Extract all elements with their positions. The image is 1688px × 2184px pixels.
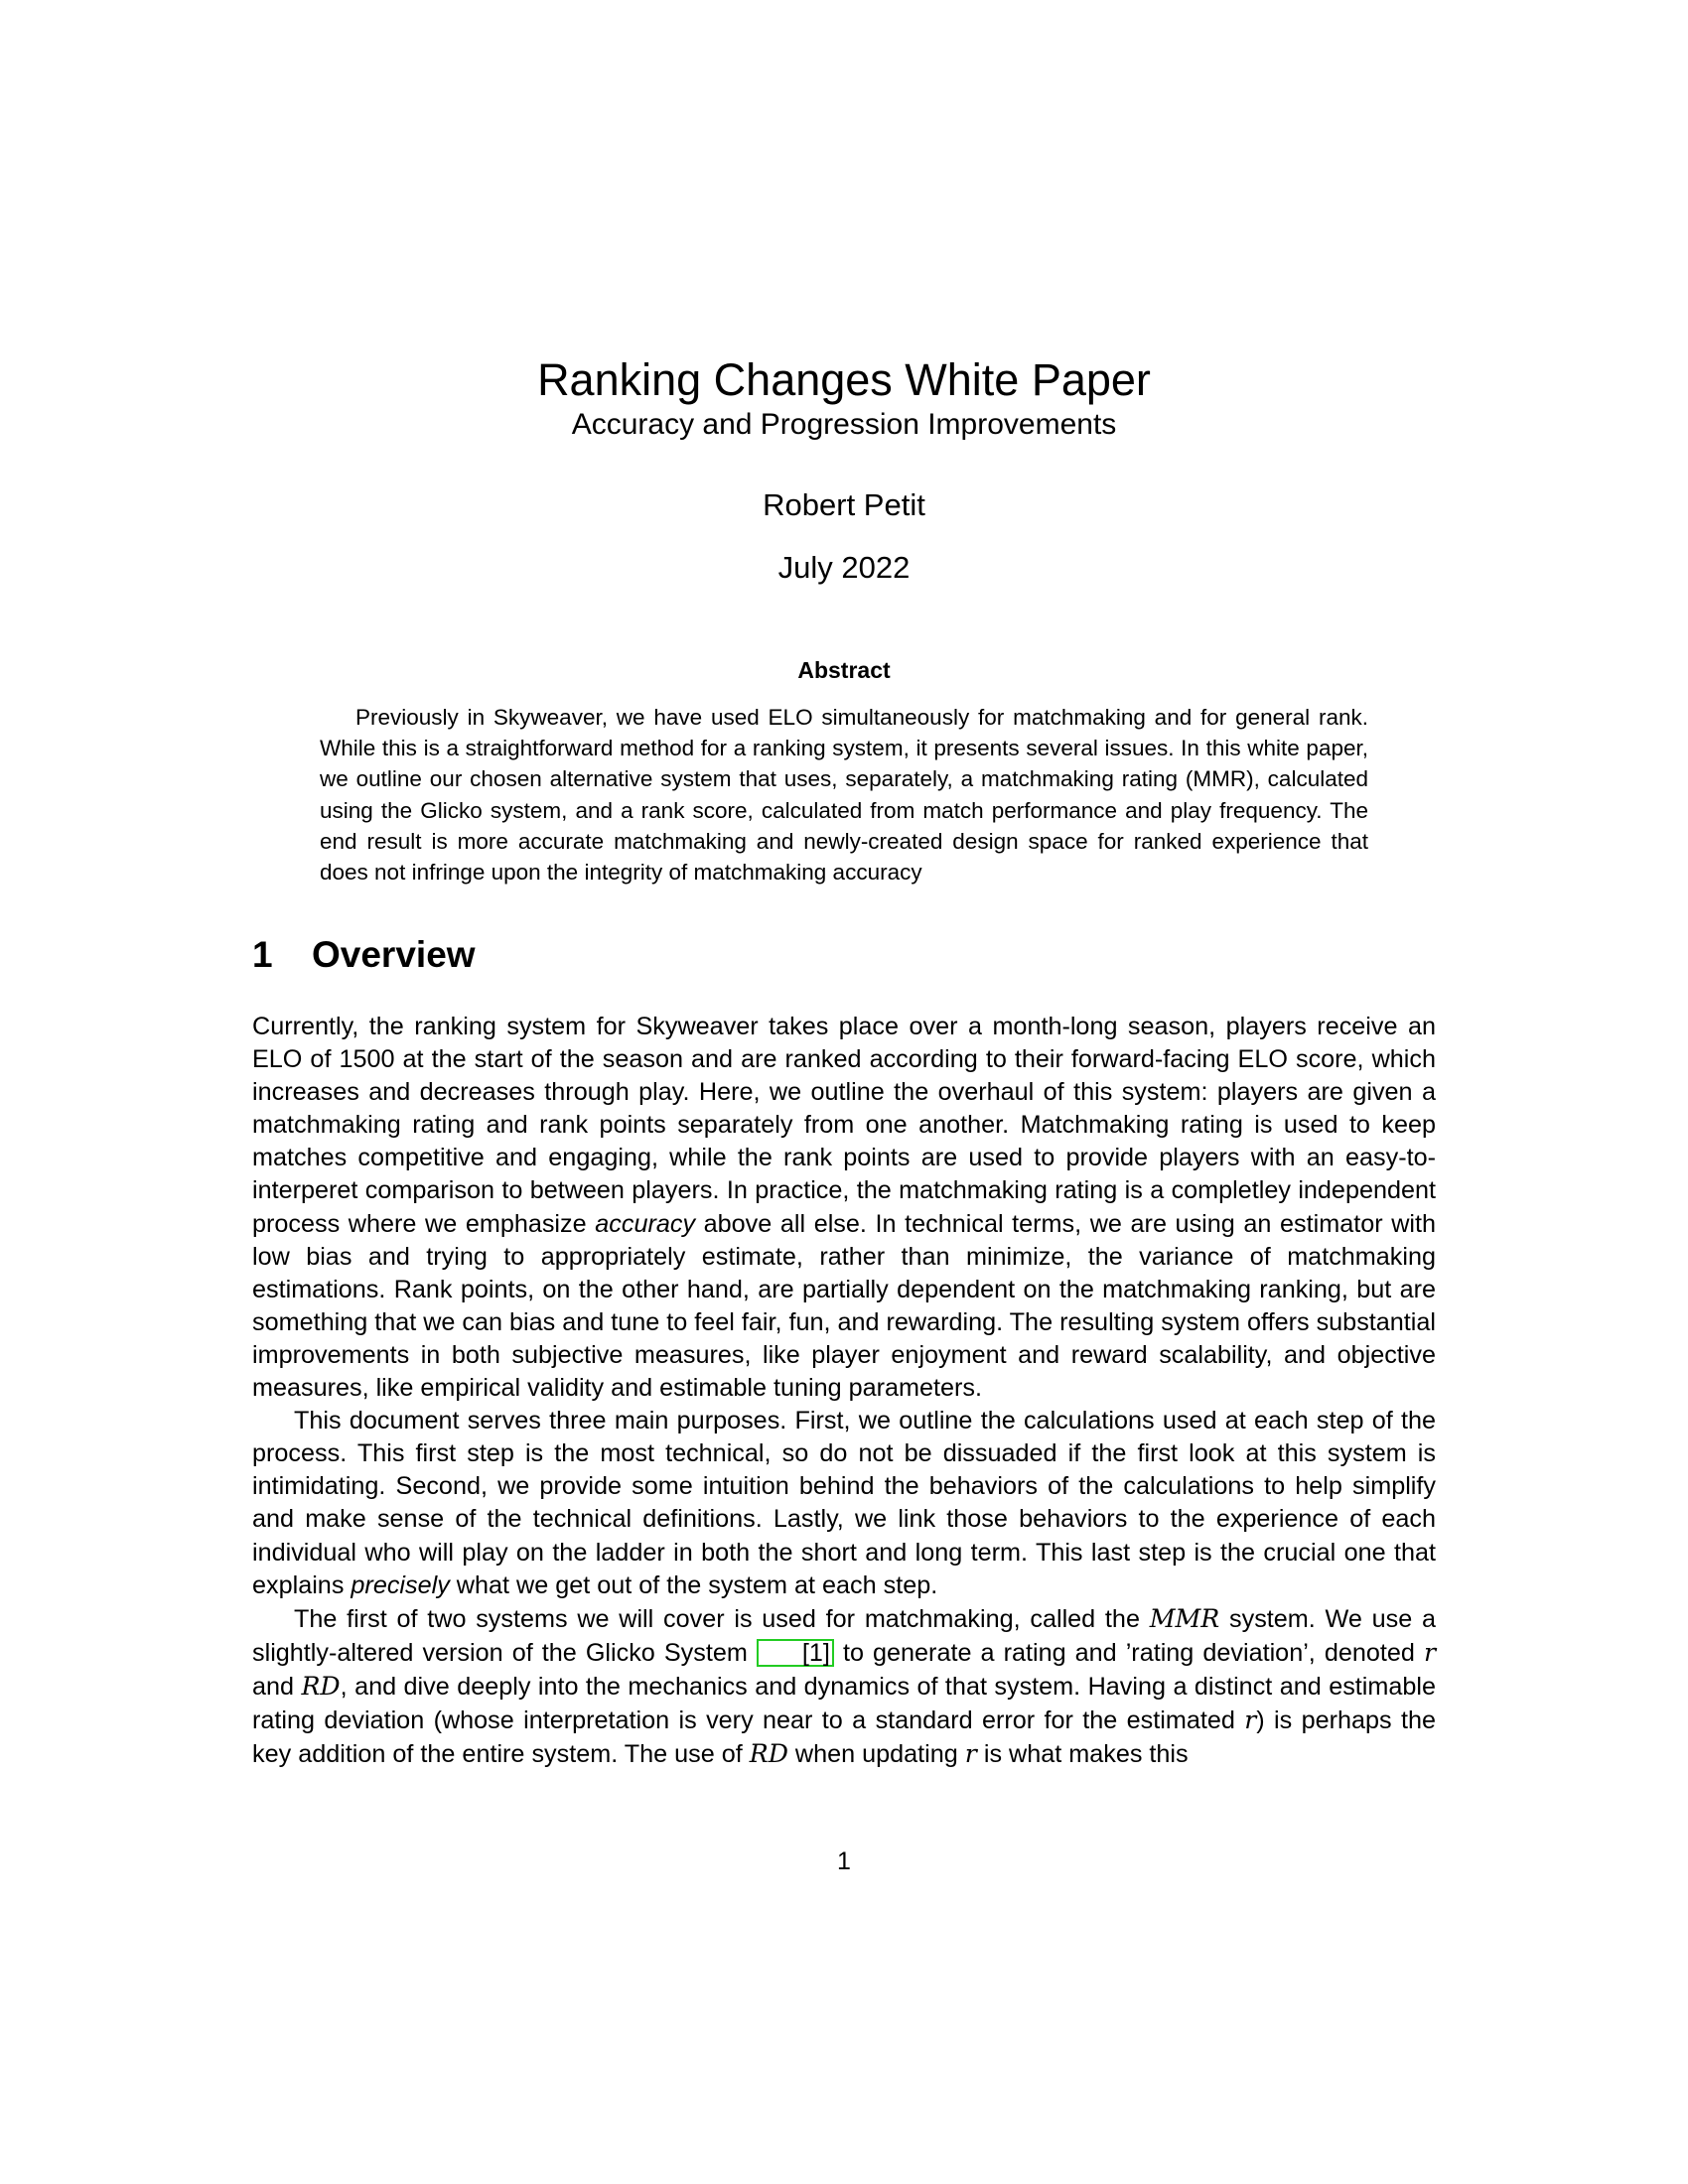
math-symbol: RD <box>301 1671 341 1701</box>
paragraph-text: This document serves three main purposes. First, we outline the calculations used at each step of the process. This first step is the most technical, so do not be dissuaded if the first look at this system is intimidating. Second, we provide some intuition behind the behaviors of the calculations to help simplify and make sense of the technical definitions. Lastly, we link those behaviors to the experience of each individual who will play on the ladder in both the short and long term. This last step is the crucial one that explains <box>252 1407 1436 1599</box>
math-symbol: r <box>964 1739 977 1769</box>
math-symbol: r <box>1423 1637 1436 1667</box>
author-name: Robert Petit <box>763 487 925 522</box>
paragraph-text: above all else. In technical terms, we are using an estimator with low bias and trying to appropriately estimate, rather than minimize, the variance of matchmaking estimations. Rank points, on the other hand, are partially dependent on the matchmaking ranking, but are something that we can bias and tune to feel fair, fun, and rewarding. The resulting system offers substantial improvements in both subjective measures, like player enjoyment and reward scalability, and objective measures, like empirical validity and estimable tuning parameters. <box>252 1209 1436 1403</box>
math-symbol: r <box>1244 1705 1257 1734</box>
paragraph <box>252 1405 1436 1602</box>
paragraph-text: and <box>252 1672 302 1701</box>
paper-title: Ranking Changes White Paper <box>537 354 1151 405</box>
paragraph-text: , and dive deeply into the mechanics and dynamics of that system. Having a distinct and estimable rating deviation (whose interpretation is very near to a standard error for the estimated <box>252 1672 1436 1734</box>
publication-date: July 2022 <box>777 550 911 585</box>
paragraph-text: is what makes this <box>976 1740 1189 1769</box>
paragraph-text: The first of two systems we will cover is used for matchmaking, called the <box>294 1604 1150 1633</box>
emphasis-text: precisely <box>351 1570 450 1599</box>
abstract-text: Previously in Skyweaver, we have used ELO simultaneously for matchmaking and for general rank. While this is a straightforward method for a ranking system, it presents several issues. In this white paper, we outline our chosen alternative system that uses, separately, a matchmaking rating (MMR), calculated using the Glicko system, and a rank score, calculated from match performance and play frequency. The end result is more accurate matchmaking and newly-created design space for ranked experience that does not infringe upon the integrity of matchmaking accuracy <box>320 705 1368 886</box>
title-block <box>0 353 1688 443</box>
paragraph <box>252 1011 1436 1405</box>
paper-subtitle: Accuracy and Progression Improvements <box>571 408 1117 441</box>
paragraph-text: system. We use a slightly-altered version of the Glicko System <box>252 1604 1437 1667</box>
section-body <box>252 1011 1436 1771</box>
paragraph <box>252 1602 1436 1771</box>
emphasis-text: accuracy <box>595 1209 696 1238</box>
page-number: 1 <box>837 1847 851 1875</box>
paragraph-text: when updating <box>787 1740 965 1769</box>
citation-link[interactable]: [1] <box>757 1639 834 1667</box>
abstract-heading: Abstract <box>797 657 891 683</box>
paragraph-text: to generate a rating and ’rating deviation’, denoted <box>833 1638 1424 1667</box>
paragraph-text: what we get out of the system at each step. <box>449 1570 938 1599</box>
math-symbol: MMR <box>1149 1603 1220 1633</box>
section-heading <box>252 933 476 977</box>
section-number: 1 <box>252 934 273 975</box>
section-title: Overview <box>312 934 476 975</box>
paragraph-text: Currently, the ranking system for Skyweaver takes place over a month-long season, players receive an ELO of 1500 at the start of the season and are ranked according to their forward-facing ELO score, which increases and decreases through play. Here, we outline the overhaul of this system: players are given a matchmaking rating and rank points separately from one another. Matchmaking rating is used to keep matches competitive and engaging, while the rank points are used to provide players with an easy-to-interperet comparison to between players. In practice, the matchmaking rating is a completley independent process where we emphasize <box>252 1013 1436 1238</box>
paragraph-text: ) is perhaps the key addition of the entire system. The use of <box>252 1706 1436 1769</box>
math-symbol: RD <box>749 1739 788 1769</box>
